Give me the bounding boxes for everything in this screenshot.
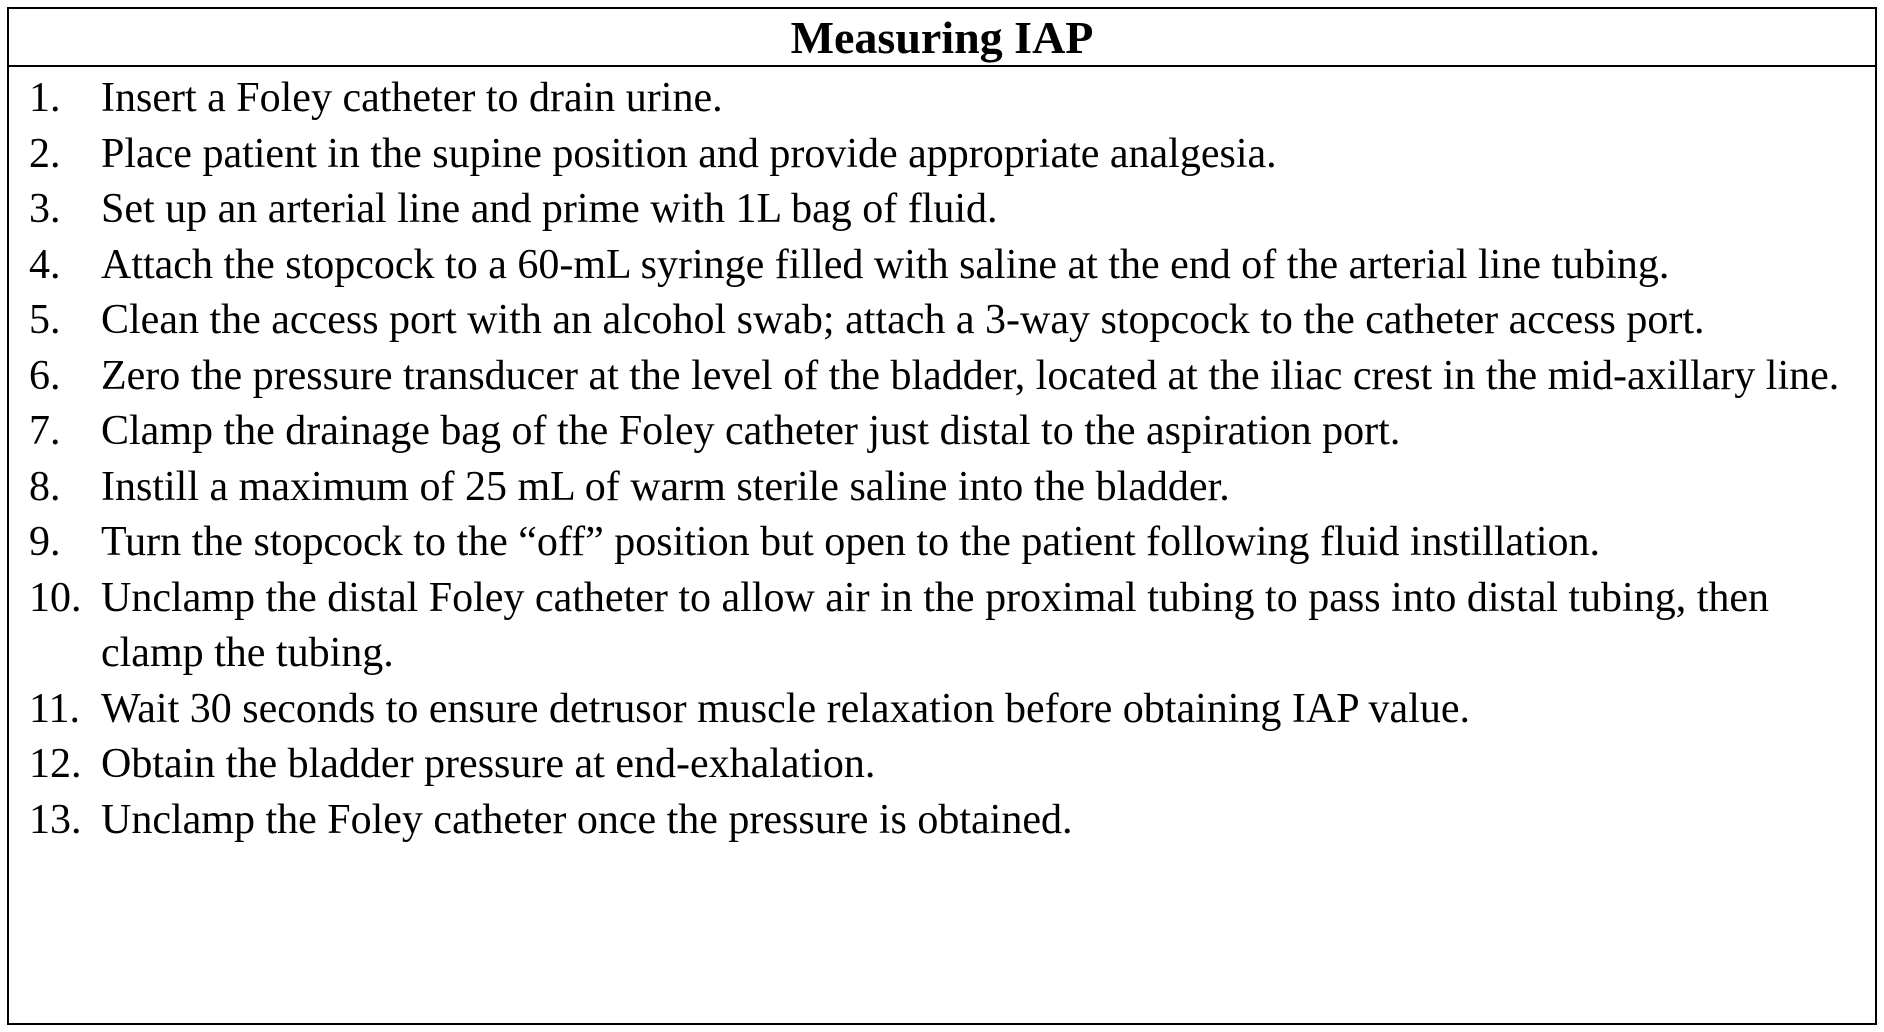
step-item: [9, 571, 1875, 682]
step-text: Clean the access port with an alcohol swab; attach a 3-way stopcock to the catheter access port.: [101, 297, 1705, 343]
step-item: [9, 71, 1875, 127]
step-item: [9, 793, 1875, 849]
step-number: 11.: [29, 685, 80, 732]
step-item: [9, 404, 1875, 460]
step-number: 12.: [29, 741, 82, 787]
step-text: Insert a Foley catheter to drain urine.: [101, 75, 723, 121]
step-number: 3.: [29, 186, 61, 232]
step-item: [9, 515, 1875, 571]
step-item: [9, 238, 1875, 294]
step-number: 1.: [29, 75, 61, 121]
step-text: Place patient in the supine position and provide appropriate analgesia.: [101, 130, 1277, 177]
step-text: Unclamp the distal Foley catheter to allow air in the proximal tubing to pass into distal tubing, then clamp the tubing.: [101, 574, 1770, 676]
step-text: Turn the stopcock to the “off” position but open to the patient following fluid instillation.: [101, 519, 1600, 565]
step-text: Attach the stopcock to a 60-mL syringe filled with saline at the end of the arterial line tubing.: [101, 241, 1670, 288]
step-number: 5.: [29, 297, 61, 343]
step-text: Zero the pressure transducer at the level of the bladder, located at the iliac crest in the mid-axillary line.: [101, 352, 1840, 399]
step-text: Clamp the drainage bag of the Foley catheter just distal to the aspiration port.: [101, 408, 1401, 454]
step-number: 13.: [29, 796, 82, 843]
step-number: 9.: [29, 519, 61, 565]
procedure-table: [7, 7, 1877, 1025]
step-number: 8.: [29, 463, 61, 510]
step-item: [9, 737, 1875, 793]
step-item: [9, 460, 1875, 516]
step-text: Set up an arterial line and prime with 1L bag of fluid.: [101, 186, 998, 232]
step-number: 4.: [29, 241, 61, 288]
step-item: [9, 127, 1875, 183]
step-number: 2.: [29, 130, 61, 177]
table-title: Measuring IAP: [790, 12, 1094, 63]
step-number: 6.: [29, 352, 61, 399]
step-number: 7.: [29, 408, 61, 454]
step-text: Instill a maximum of 25 mL of warm sterile saline into the bladder.: [101, 463, 1230, 510]
step-text: Obtain the bladder pressure at end-exhalation.: [101, 741, 876, 787]
step-item: [9, 182, 1875, 238]
step-item: [9, 293, 1875, 349]
title-row: [9, 9, 1875, 67]
step-item: [9, 682, 1875, 738]
steps-list: [9, 67, 1875, 848]
step-text: Unclamp the Foley catheter once the pressure is obtained.: [101, 796, 1073, 843]
step-text: Wait 30 seconds to ensure detrusor muscle relaxation before obtaining IAP value.: [101, 685, 1470, 732]
step-item: [9, 349, 1875, 405]
step-number: 10.: [29, 574, 82, 621]
